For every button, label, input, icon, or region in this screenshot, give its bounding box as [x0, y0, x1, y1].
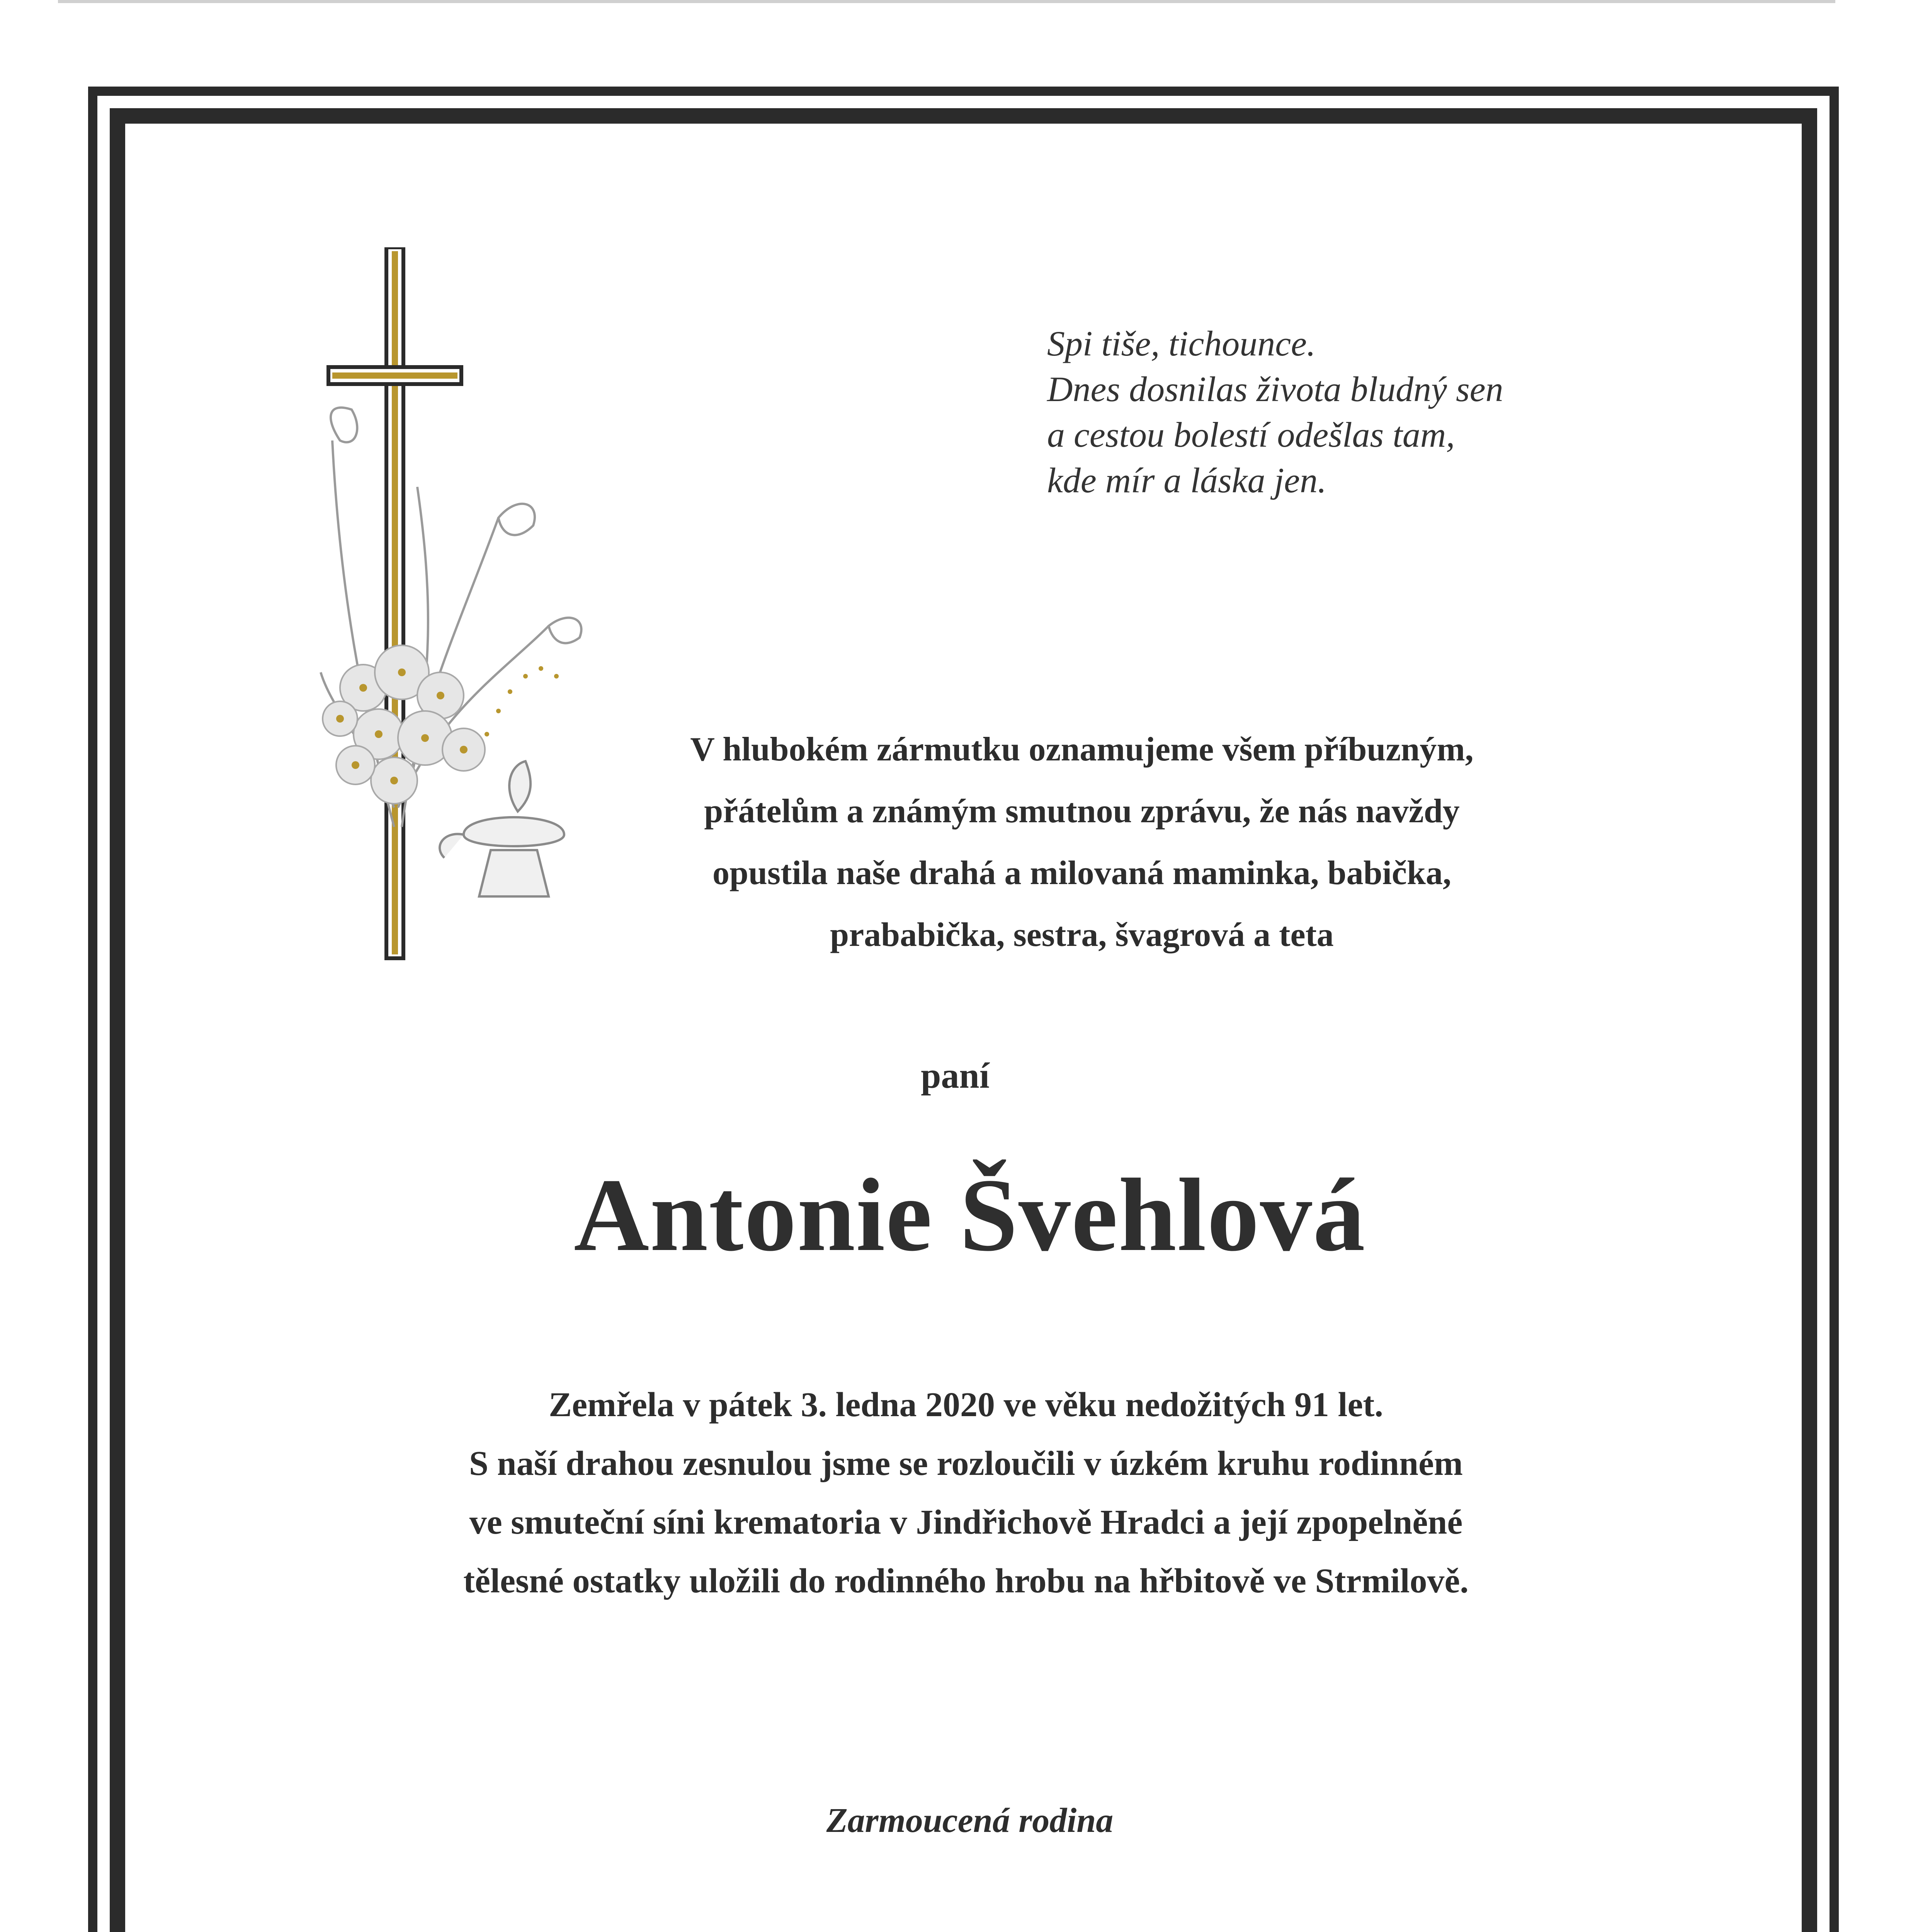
death-info [348, 1376, 1584, 1611]
announcement-line: V hlubokém zármutku oznamujeme všem příbuzným, [690, 731, 1474, 768]
announcement-line: přátelům a známým smutnou zprávu, že nás navždy [704, 793, 1460, 830]
death-info-line: Zemřela v pátek 3. ledna 2020 ve věku nedožitých 91 let. [549, 1386, 1383, 1424]
death-info-line: tělesné ostatky uložili do rodinného hrobu na hřbitově ve Strmilově. [463, 1562, 1469, 1600]
announcement [610, 719, 1553, 966]
death-info-line: ve smuteční síni krematoria v Jindřichově Hradci a její zpopelněné [469, 1503, 1463, 1541]
poem-line: Spi tiše, tichounce. [1047, 324, 1316, 363]
poem [1047, 321, 1704, 503]
poem-line: Dnes dosnilas života bludný sen [1047, 369, 1503, 409]
announcement-line: prababička, sestra, švagrová a teta [830, 916, 1334, 954]
death-info-line: S naší drahou zesnulou jsme se rozloučili v úzkém kruhu rodinném [469, 1444, 1463, 1483]
announcement-line: opustila naše drahá a milovaná maminka, babička, [712, 854, 1451, 892]
honorific-text: paní [921, 1056, 990, 1096]
signature: Zarmoucená rodina [826, 1801, 1114, 1840]
poem-line: a cestou bolestí odešlas tam, [1047, 415, 1455, 454]
deceased-name: Antonie Švehlová [574, 1157, 1366, 1273]
scan-edge-line [58, 0, 1835, 3]
honorific [0, 1055, 1918, 1097]
poem-line: kde mír a láska jen. [1047, 461, 1327, 500]
cross-with-flowers-icon [317, 247, 610, 974]
